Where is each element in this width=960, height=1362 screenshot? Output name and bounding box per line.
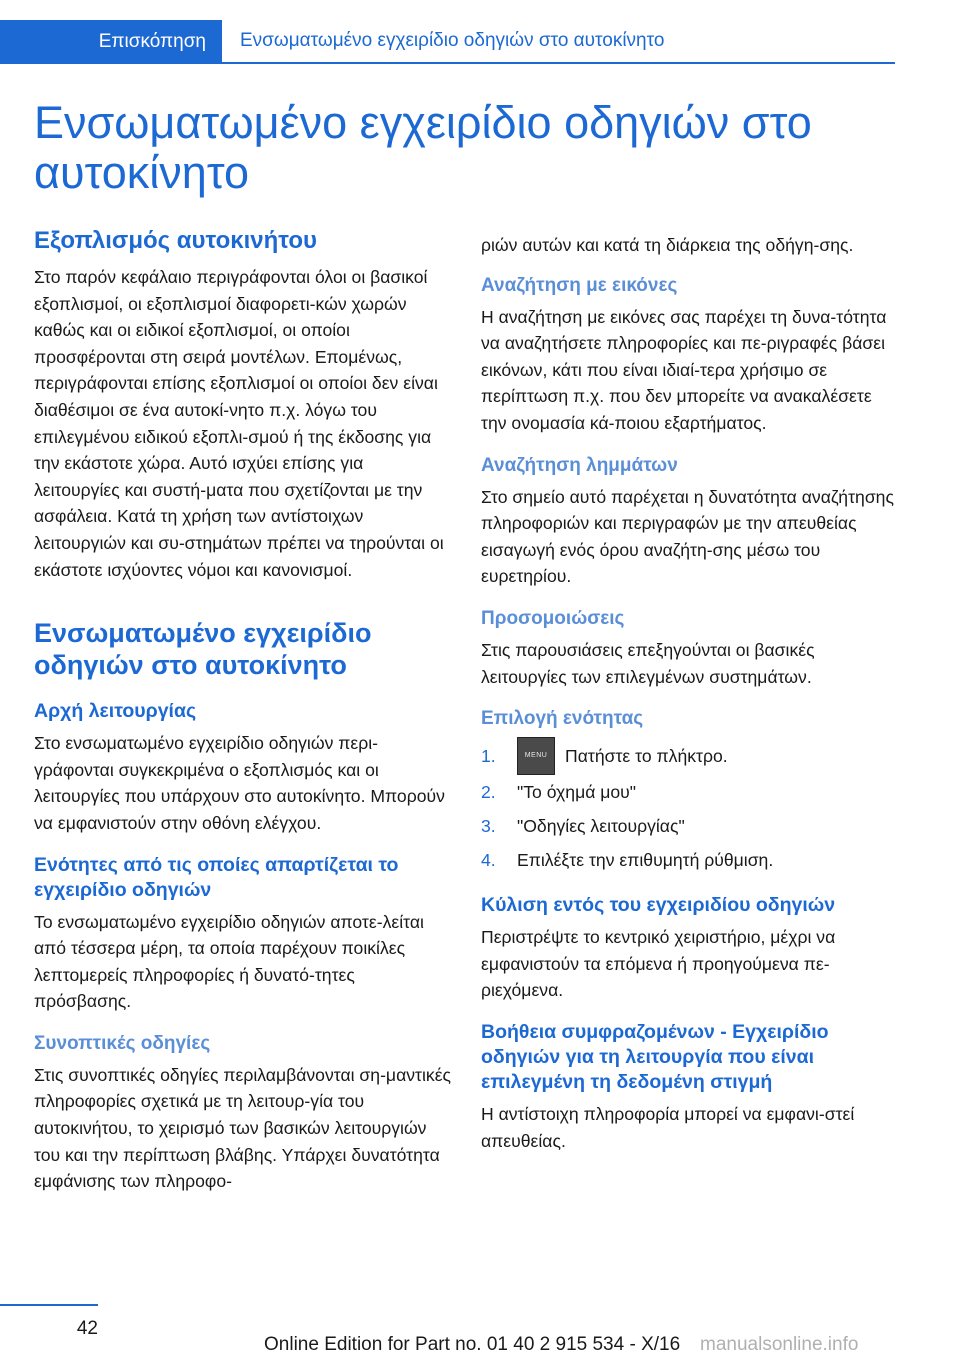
para-keyword-search: Στο σημείο αυτό παρέχεται η δυνατότητα αναζήτησης πληροφοριών και περιγραφών με την απευθείας εισαγωγή ενός όρου αναζήτη-σης μέσω του ευρετηρίου. — [481, 486, 894, 587]
step-text: Πατήστε το πλήκτρο. — [565, 745, 728, 766]
footer-divider — [0, 1304, 98, 1306]
step-text: "Το όχημά μου" — [517, 781, 637, 802]
para-quick-reference: Στις συνοπτικές οδηγίες περιλαμβάνονται ση-μαντικές πληροφορίες σχετικά με τη λειτουρ-γία του αυτοκινήτου, το χειρισμό των βασικών λειτουργιών του και την περίπτωση βλάβης. Υπάρχει δυνατότητα εμφάνισης των πληροφο- — [34, 1064, 452, 1192]
para-image-search: Η αναζήτηση με εικόνες σας παρέχει τη δυνα-τότητα να αναζητήσετε πληροφορίες και πε-ριγραφές βάσει εικόνων, κάτι που είναι ιδιαί-τερα χρήσιμο σε περίπτωση π.χ. που δεν μπορείτε να ανακαλέσετε την ονομασία κά-ποιου εξαρτήματος. — [481, 306, 887, 433]
left-column — [34, 226, 452, 1195]
para-continued: ριών αυτών και κατά τη διάρκεια της οδήγη-σης. — [481, 235, 854, 255]
para-presentations: Στις παρουσιάσεις επεξηγούνται οι βασικές λειτουργίες των επιλεγμένων συστημάτων. — [481, 639, 815, 687]
para-context-help: Η αντίστοιχη πληροφορία μπορεί να εμφανι-στεί απευθείας. — [481, 1103, 855, 1151]
para-vehicle-equipment: Στο παρόν κεφάλαιο περιγράφονται όλοι οι βασικοί εξοπλισμοί, οι εξοπλισμοί διαφορετι-κών χωρών καθώς και οι ειδικοί εξοπλισμοί, οι οποίοι προσφέρονται στη σειρά μοντέλων. Επομένως, περιγράφονται επίσης εξοπλισμοί οι οποίοι δεν είναι διαθέσιμοι σε ένα αυτοκί-νητο π.χ. λόγω του επιλεγμένου ειδικού εξοπλι-σμού ή της έκδοσης για την εκάστοτε χώρα. Αυτό ισχύει επίσης για λειτουργίες και συστή-ματα που σχετίζονται με την ασφάλεια. Κατά τη χρήση των αντίστοιχων λειτουργιών και συ-στημάτων πρέπει να τηρούνται οι εκάστοτε ισχύοντες νόμοι και κανονισμοί. — [34, 267, 444, 580]
para-principle: Στο ενσωματωμένο εγχειρίδιο οδηγιών περι-γράφονται συγκεκριμένα ο εξοπλισμός και οι λειτουργίες που υπάρχουν στο αυτοκίνητο. Μπορούν να εμφανιστούν στην οθόνη ελέγχου. — [34, 733, 445, 833]
step-number: 4. — [481, 849, 496, 870]
heading-quick-reference: Συνοπτικές οδηγίες — [34, 1032, 211, 1054]
tab-integrated-manual[interactable]: Ενσωματωμένο εγχειρίδιο οδηγιών στο αυτοκίνητο — [222, 20, 895, 64]
edition-info: Online Edition for Part no. 01 40 2 915 534 - X/16 — [264, 1334, 681, 1355]
step-text: "Οδηγίες λειτουργίας" — [517, 815, 685, 836]
heading-integrated-manual: Ενσωματωμένο εγχειρίδιο οδηγιών στο αυτοκίνητο — [34, 618, 372, 681]
menu-button-icon: MENU — [517, 737, 555, 775]
step-number: 3. — [481, 815, 496, 836]
heading-keyword-search: Αναζήτηση λημμάτων — [481, 454, 678, 476]
page-number: 42 — [76, 1318, 98, 1339]
steps-list — [481, 737, 899, 877]
step-text: Επιλέξτε την επιθυμητή ρύθμιση. — [517, 849, 774, 870]
heading-select-section: Επιλογή ενότητας — [481, 708, 644, 730]
step-item — [481, 843, 899, 877]
step-item — [481, 809, 899, 843]
heading-vehicle-equipment: Εξοπλισμός αυτοκινήτου — [34, 227, 317, 254]
heading-context-help: Βοήθεια συμφραζομένων - Εγχειρίδιο οδηγιών για τη λειτουργία που είναι επιλεγμένη τη δεδομένη στιγμή — [481, 1020, 829, 1093]
step-item — [481, 737, 899, 775]
para-sections: Το ενσωματωμένο εγχειρίδιο οδηγιών αποτε-λείται από τέσσερα μέρη, τα οποία παρέχουν ποικίλες λεπτομερείς πληροφορίες ή δυνατό-τητες πρόσβασης. — [34, 911, 424, 1012]
header-bar — [0, 20, 895, 64]
heading-principle: Αρχή λειτουργίας — [34, 700, 197, 723]
step-item — [481, 775, 899, 809]
page-title: Ενσωματωμένο εγχειρίδιο οδηγιών στο αυτοκίνητο — [34, 97, 812, 198]
heading-sections: Ενότητες από τις οποίες απαρτίζεται το εγχειρίδιο οδηγιών — [34, 853, 399, 901]
tab-overview[interactable]: Επισκόπηση — [0, 20, 222, 64]
heading-image-search: Αναζήτηση με εικόνες — [481, 274, 678, 296]
para-scrolling: Περιστρέψτε το κεντρικό χειριστήριο, μέχρι να εμφανιστούν τα επόμενα ή προηγούμενα πε-ριεχόμενα. — [481, 927, 836, 1001]
heading-scrolling: Κύλιση εντός του εγχειριδίου οδηγιών — [481, 894, 836, 917]
step-number: 1. — [481, 745, 496, 766]
heading-presentations: Προσομοιώσεις — [481, 607, 625, 629]
step-number: 2. — [481, 781, 496, 802]
right-column — [481, 232, 899, 1154]
watermark: manualsonline.info — [700, 1334, 859, 1355]
